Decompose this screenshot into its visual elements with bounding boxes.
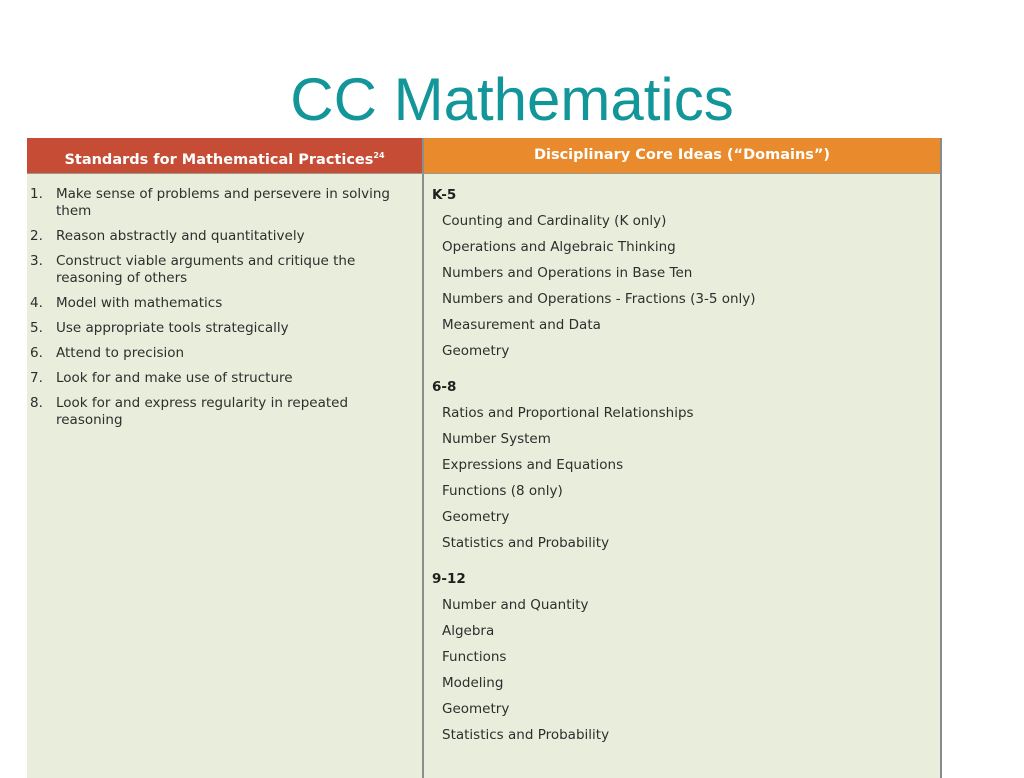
column-divider	[422, 138, 424, 778]
domain-item: Statistics and Probability	[442, 535, 610, 551]
practice-number: 7.	[30, 370, 43, 386]
practice-item	[27, 320, 417, 337]
domain-item: Number System	[442, 431, 551, 447]
practice-item	[27, 253, 417, 287]
grade-band-heading: 9-12	[432, 571, 466, 587]
domain-item: Functions (8 only)	[442, 483, 563, 499]
practice-text: Model with mathematics	[56, 295, 223, 311]
practice-number: 3.	[30, 253, 43, 269]
practice-number: 6.	[30, 345, 43, 361]
standards-table	[27, 138, 942, 778]
practices-list	[27, 186, 417, 437]
domains-header: Disciplinary Core Ideas (“Domains”)	[424, 138, 940, 173]
domain-item: Counting and Cardinality (K only)	[442, 213, 667, 229]
practice-text: Look for and express regularity in repeated reasoning	[56, 395, 349, 428]
practice-item	[27, 295, 417, 312]
domain-item: Geometry	[442, 509, 510, 525]
grade-band-heading: K-5	[432, 187, 457, 203]
practice-number: 2.	[30, 228, 43, 244]
practice-item	[27, 395, 417, 429]
practice-text: Construct viable arguments and critique the reasoning of others	[56, 253, 356, 286]
domain-item: Functions	[442, 649, 507, 665]
domain-item: Geometry	[442, 343, 510, 359]
header-rule	[27, 173, 940, 174]
practices-header	[27, 138, 422, 173]
domain-item: Expressions and Equations	[442, 457, 624, 473]
domain-item: Algebra	[442, 623, 495, 639]
domain-item: Number and Quantity	[442, 597, 589, 613]
practice-text: Use appropriate tools strategically	[56, 320, 289, 336]
domain-item: Statistics and Probability	[442, 727, 610, 743]
practice-text: Look for and make use of structure	[56, 370, 293, 386]
domain-item: Measurement and Data	[442, 317, 601, 333]
practice-item	[27, 370, 417, 387]
practice-number: 8.	[30, 395, 43, 411]
practice-item	[27, 345, 417, 362]
grade-band-heading: 6-8	[432, 379, 457, 395]
domain-item: Operations and Algebraic Thinking	[442, 239, 676, 255]
practice-text: Make sense of problems and persevere in solving them	[56, 186, 390, 219]
practice-number: 5.	[30, 320, 43, 336]
footnote-marker: 24	[373, 151, 385, 160]
practice-number: 4.	[30, 295, 43, 311]
domain-item: Geometry	[442, 701, 510, 717]
grade-band	[432, 570, 932, 752]
practice-number: 1.	[30, 186, 43, 202]
grade-band	[432, 186, 932, 368]
slide-title: CC Mathematics	[290, 66, 734, 133]
practice-item	[27, 228, 417, 245]
practices-header-label: Standards for Mathematical Practices	[64, 152, 374, 168]
domain-item: Ratios and Proportional Relationships	[442, 405, 694, 421]
practice-item	[27, 186, 417, 220]
practice-text: Reason abstractly and quantitatively	[56, 228, 305, 244]
practice-text: Attend to precision	[56, 345, 185, 361]
domain-item: Numbers and Operations - Fractions (3-5 only)	[442, 291, 756, 307]
domain-item: Modeling	[442, 675, 504, 691]
domains-list	[432, 186, 932, 762]
grade-band	[432, 378, 932, 560]
domain-item: Numbers and Operations in Base Ten	[442, 265, 693, 281]
